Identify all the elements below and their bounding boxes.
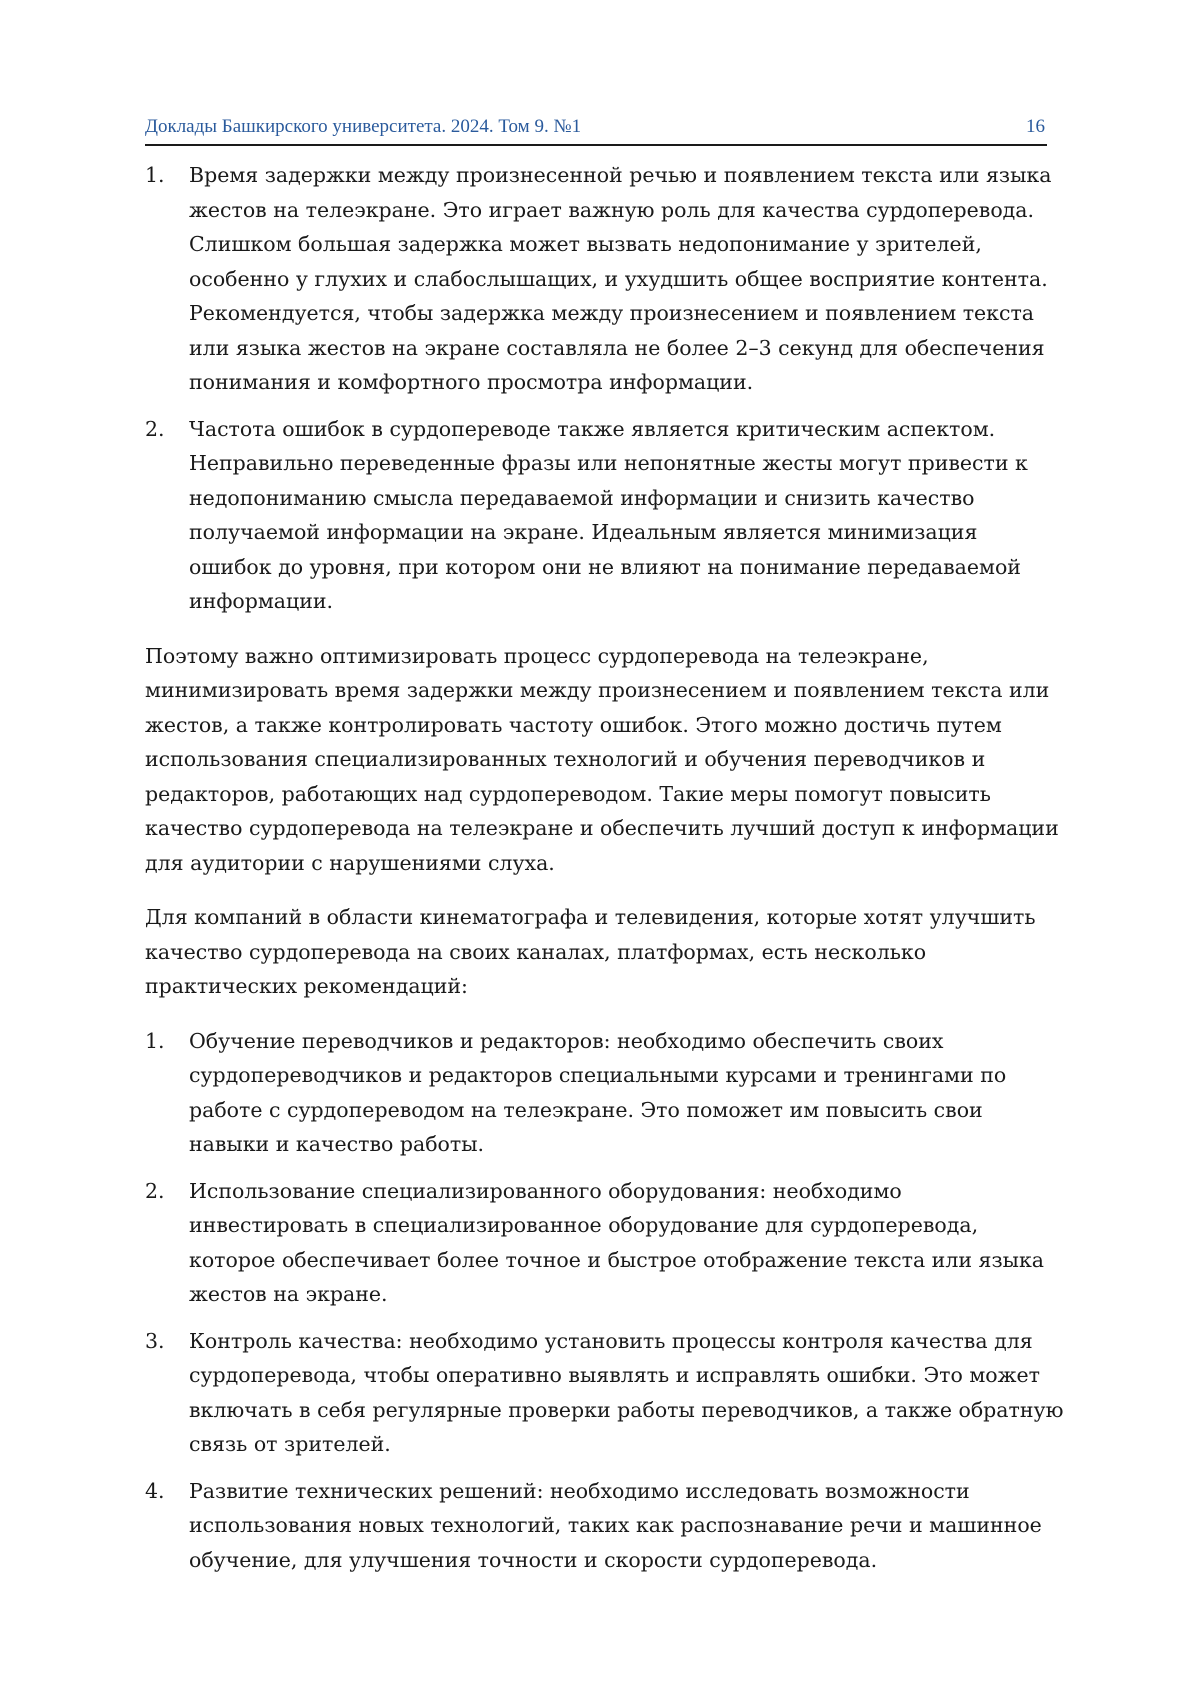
list-item <box>145 412 1065 619</box>
paragraph-recommendations-intro: Для компаний в области кинематографа и телевидения, которые хотят улучшить качество сурдоперевода на своих каналах, платформах, есть несколько практических рекомендаций: <box>145 900 1065 1004</box>
list-item-number: 3. <box>145 1324 165 1359</box>
list-item-text: Обучение переводчиков и редакторов: необходимо обеспечить своих сурдопереводчиков и редакторов специальными курсами и тренингами по работе с сурдопереводом на телеэкране. Это поможет им повысить свои навыки и качество работы. <box>189 1024 1065 1162</box>
list-item <box>145 1474 1065 1578</box>
list-item <box>145 1324 1065 1462</box>
page-number: 16 <box>1026 116 1045 138</box>
journal-title: Доклады Башкирского университета. 2024. Том 9. №1 <box>145 116 581 138</box>
list-item-number: 2. <box>145 412 165 447</box>
list-item-number: 2. <box>145 1174 165 1209</box>
list-item <box>145 158 1065 400</box>
running-header <box>145 116 1047 146</box>
list-item-number: 4. <box>145 1474 165 1509</box>
list-item-text: Развитие технических решений: необходимо исследовать возможности использования новых технологий, таких как распознавание речи и машинное обучение, для улучшения точности и скорости сурдоперевода. <box>189 1474 1065 1578</box>
list-item-text: Время задержки между произнесенной речью и появлением текста или языка жестов на телеэкране. Это играет важную роль для качества сурдоперевода. Слишком большая задержка может вызвать недопонимание у зрителей, особенно у глухих и слабослышащих, и ухудшить общее восприятие контента. Рекомендуется, чтобы задержка между произнесением и появлением текста или языка жестов на экране составляла не более 2–3 секунд для обеспечения понимания и комфортного просмотра информации. <box>189 158 1065 400</box>
list-item <box>145 1024 1065 1162</box>
list-item-number: 1. <box>145 158 165 193</box>
document-page <box>0 0 1200 1697</box>
recommendations-list <box>145 1024 1065 1578</box>
list-item-text: Частота ошибок в сурдопереводе также является критическим аспектом. Неправильно переведенные фразы или непонятные жесты могут привести к недопониманию смысла передаваемой информации и снизить качество получаемой информации на экране. Идеальным является минимизация ошибок до уровня, при котором они не влияют на понимание передаваемой информации. <box>189 412 1065 619</box>
article-body <box>145 158 1065 1589</box>
list-item-text: Использование специализированного оборудования: необходимо инвестировать в специализированное оборудование для сурдоперевода, которое обеспечивает более точное и быстрое отображение текста или языка жестов на экране. <box>189 1174 1065 1312</box>
list-item-text: Контроль качества: необходимо установить процессы контроля качества для сурдоперевода, чтобы оперативно выявлять и исправлять ошибки. Это может включать в себя регулярные проверки работы переводчиков, а также обратную связь от зрителей. <box>189 1324 1065 1462</box>
list-item <box>145 1174 1065 1312</box>
paragraph-optimization: Поэтому важно оптимизировать процесс сурдоперевода на телеэкране, минимизировать время задержки между произнесением и появлением текста или жестов, а также контролировать частоту ошибок. Этого можно достичь путем использования специализированных технологий и обучения переводчиков и редакторов, работающих над сурдопереводом. Такие меры помогут повысить качество сурдоперевода на телеэкране и обеспечить лучший доступ к информации для аудитории с нарушениями слуха. <box>145 639 1065 881</box>
criteria-list <box>145 158 1065 619</box>
list-item-number: 1. <box>145 1024 165 1059</box>
